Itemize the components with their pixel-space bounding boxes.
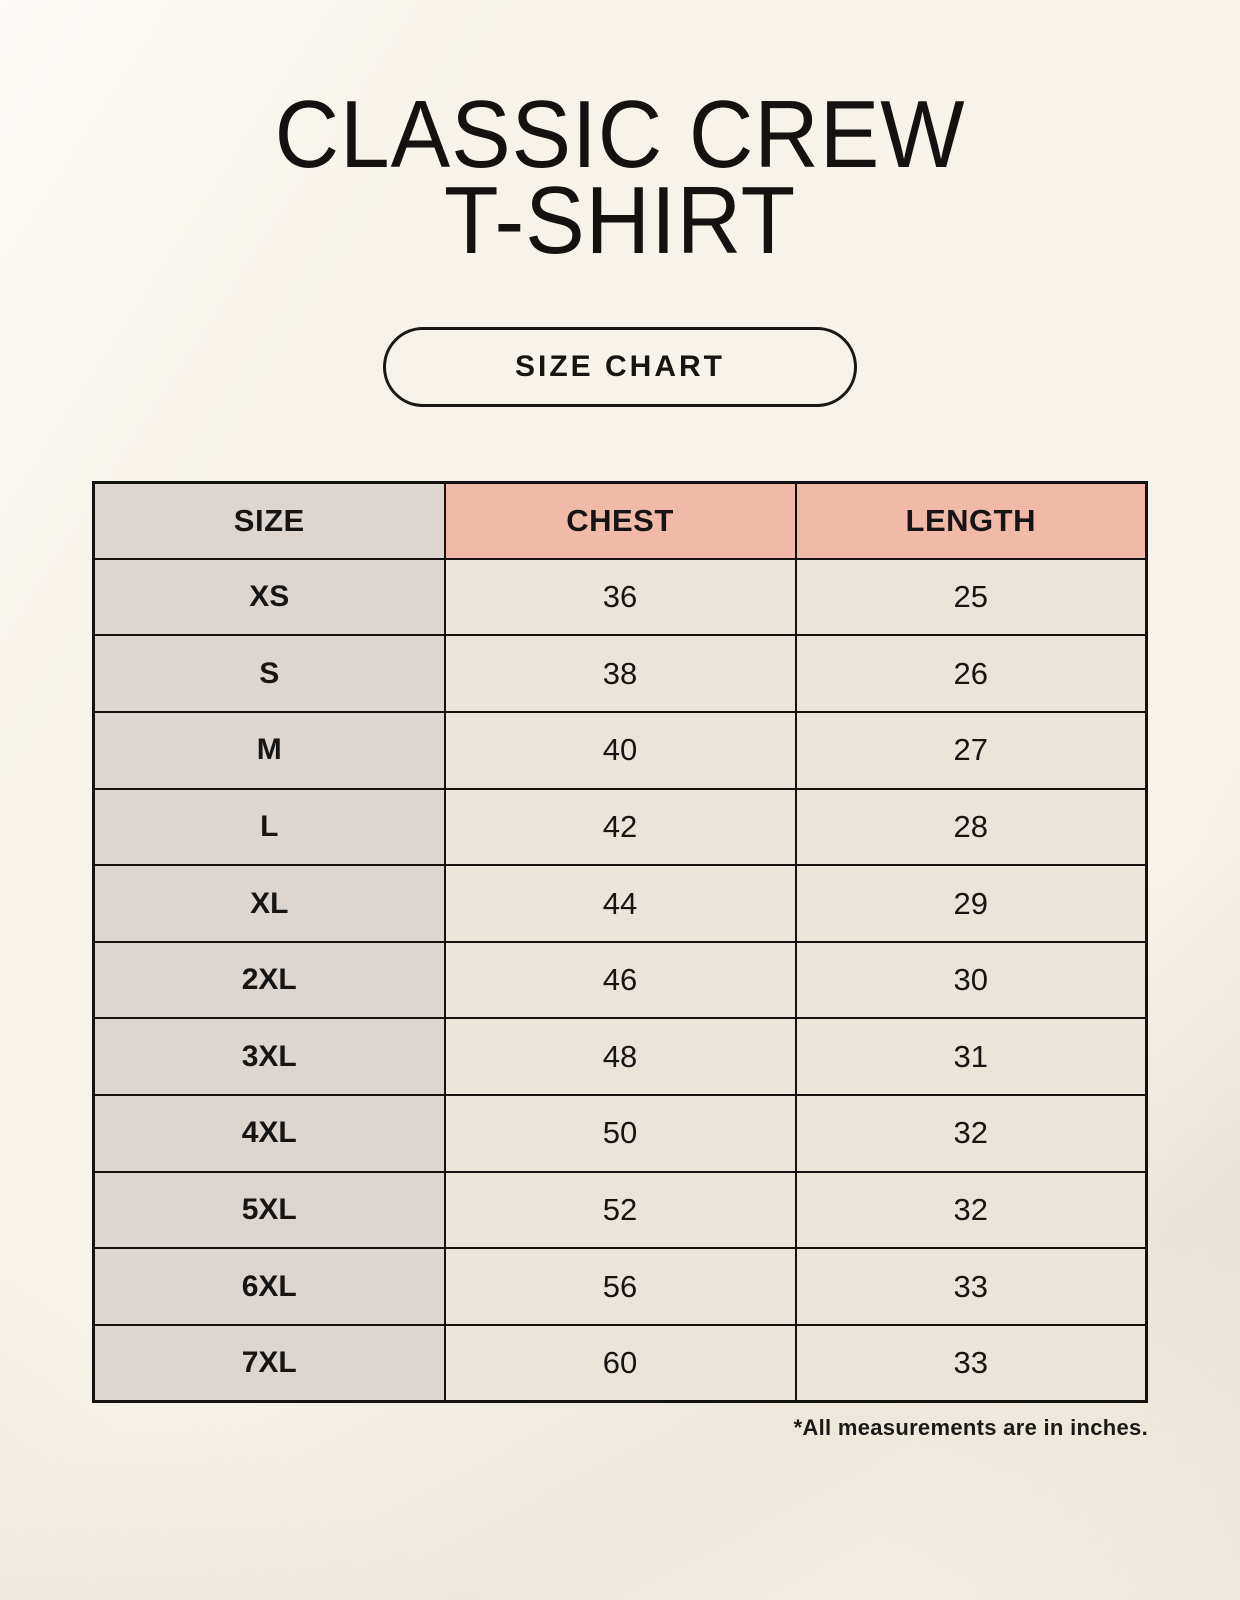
measurements-note: *All measurements are in inches. [793, 1414, 1148, 1440]
page-title [43, 0, 1196, 275]
size-cell: 3XL [94, 1018, 445, 1095]
length-cell: 27 [796, 712, 1147, 789]
length-cell: 31 [796, 1018, 1147, 1095]
length-cell: 33 [796, 1325, 1147, 1402]
chest-cell: 48 [445, 1018, 796, 1095]
length-cell: 28 [796, 789, 1147, 866]
chest-cell: 40 [445, 712, 796, 789]
table-row [94, 1018, 1147, 1095]
table-row [94, 1095, 1147, 1172]
length-cell: 25 [796, 559, 1147, 636]
column-header-length: LENGTH [796, 482, 1147, 559]
size-table [92, 481, 1148, 1403]
size-chart-button[interactable]: SIZE CHART [383, 327, 857, 407]
size-cell: 6XL [94, 1248, 445, 1325]
chest-cell: 46 [445, 942, 796, 1019]
page-title-line2: T-SHIRT [443, 167, 797, 275]
size-cell: 5XL [94, 1172, 445, 1249]
length-cell: 33 [796, 1248, 1147, 1325]
table-row [94, 1172, 1147, 1249]
page-title-line1: CLASSIC CREW [274, 81, 966, 188]
length-cell: 32 [796, 1095, 1147, 1172]
column-header-chest: CHEST [445, 482, 796, 559]
chest-cell: 60 [445, 1325, 796, 1402]
length-cell: 30 [796, 942, 1147, 1019]
length-cell: 32 [796, 1172, 1147, 1249]
table-header-row [94, 482, 1147, 559]
table-row [94, 942, 1147, 1019]
chest-cell: 42 [445, 789, 796, 866]
chest-cell: 56 [445, 1248, 796, 1325]
size-cell: 4XL [94, 1095, 445, 1172]
size-cell: L [94, 789, 445, 866]
size-cell: 2XL [94, 942, 445, 1019]
chest-cell: 44 [445, 865, 796, 942]
chest-cell: 36 [445, 559, 796, 636]
table-row [94, 789, 1147, 866]
table-row [94, 1248, 1147, 1325]
length-cell: 29 [796, 865, 1147, 942]
chest-cell: 38 [445, 635, 796, 712]
size-cell: S [94, 635, 445, 712]
size-cell: 7XL [94, 1325, 445, 1402]
chest-cell: 52 [445, 1172, 796, 1249]
table-row [94, 635, 1147, 712]
table-row [94, 865, 1147, 942]
size-cell: XS [94, 559, 445, 636]
table-row [94, 1325, 1147, 1402]
size-cell: M [94, 712, 445, 789]
size-cell: XL [94, 865, 445, 942]
length-cell: 26 [796, 635, 1147, 712]
column-header-size: SIZE [94, 482, 445, 559]
chest-cell: 50 [445, 1095, 796, 1172]
table-row [94, 559, 1147, 636]
table-row [94, 712, 1147, 789]
